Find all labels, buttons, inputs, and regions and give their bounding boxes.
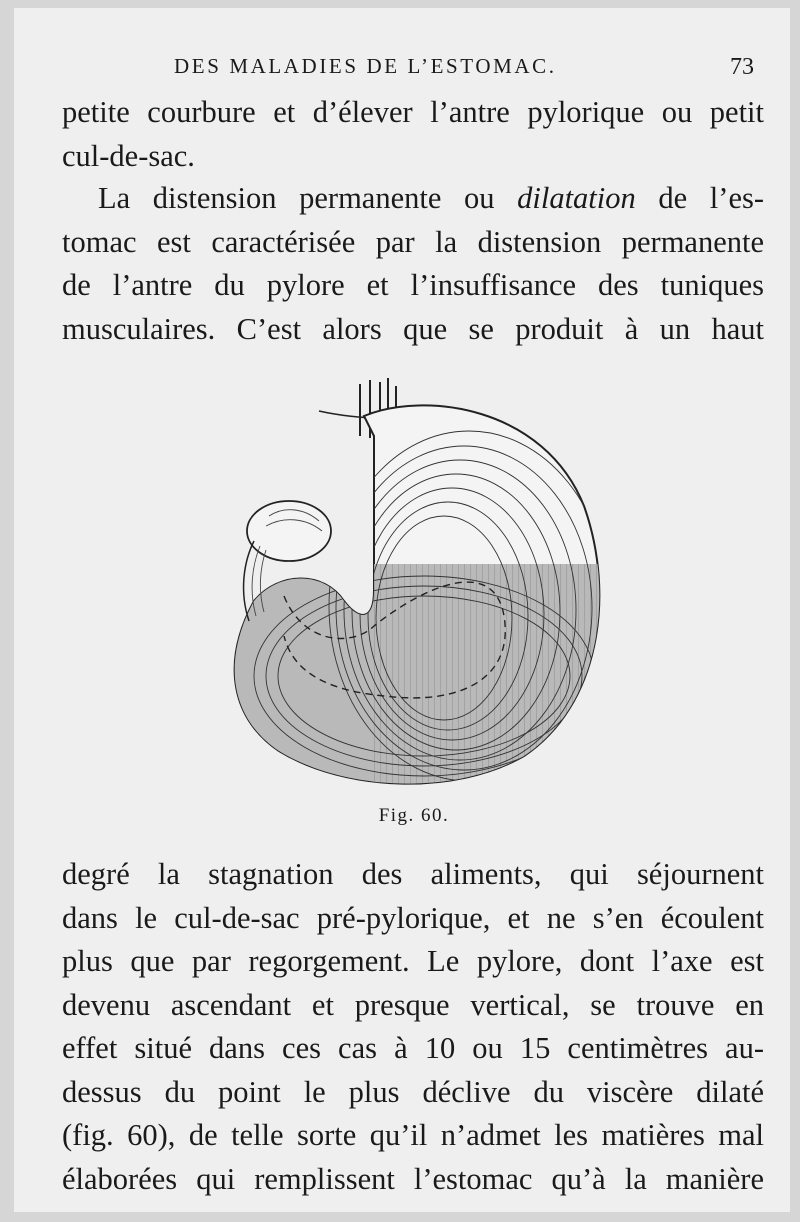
fluid-level	[224, 564, 614, 786]
text-line: dans le cul-de-sac pré-pylorique, et ne s’en écoulent	[62, 901, 764, 935]
text-line: plus que par regorgement. Le pylore, dont l’axe est	[62, 944, 764, 978]
text-span: La distension permanente ou	[98, 181, 518, 215]
figure-caption: Fig. 60.	[378, 805, 450, 826]
page-number: 73	[730, 54, 754, 80]
text-line: (fig. 60), de telle sorte qu’il n’admet les matières mal	[62, 1118, 764, 1152]
stomach-illustration	[224, 376, 614, 786]
text-line: devenu ascendant et presque vertical, se trouve en	[62, 988, 764, 1022]
text-line: petite courbure et d’élever l’antre pylorique ou petit	[62, 95, 764, 129]
text-line: effet situé dans ces cas à 10 ou 15 centimètres au-	[62, 1031, 764, 1065]
text-line: musculaires. C’est alors que se produit à un haut	[62, 312, 764, 346]
text-line: tomac est caractérisée par la distension permanente	[62, 225, 764, 259]
text-line: de l’antre du pylore et l’insuffisance des tuniques	[62, 268, 764, 302]
paragraph-first-line	[98, 178, 764, 218]
running-head: DES MALADIES DE L’ESTOMAC.	[174, 54, 557, 78]
emphasized-term: dilatation	[517, 181, 636, 215]
book-page	[14, 8, 790, 1212]
text-line: dessus du point le plus déclive du viscère dilaté	[62, 1075, 764, 1109]
text-line: cul-de-sac.	[62, 139, 195, 173]
text-line: degré la stagnation des aliments, qui séjournent	[62, 857, 764, 891]
text-line: élaborées qui remplissent l’estomac qu’à la manière	[62, 1162, 764, 1196]
text-span: de l’es-	[635, 181, 765, 215]
